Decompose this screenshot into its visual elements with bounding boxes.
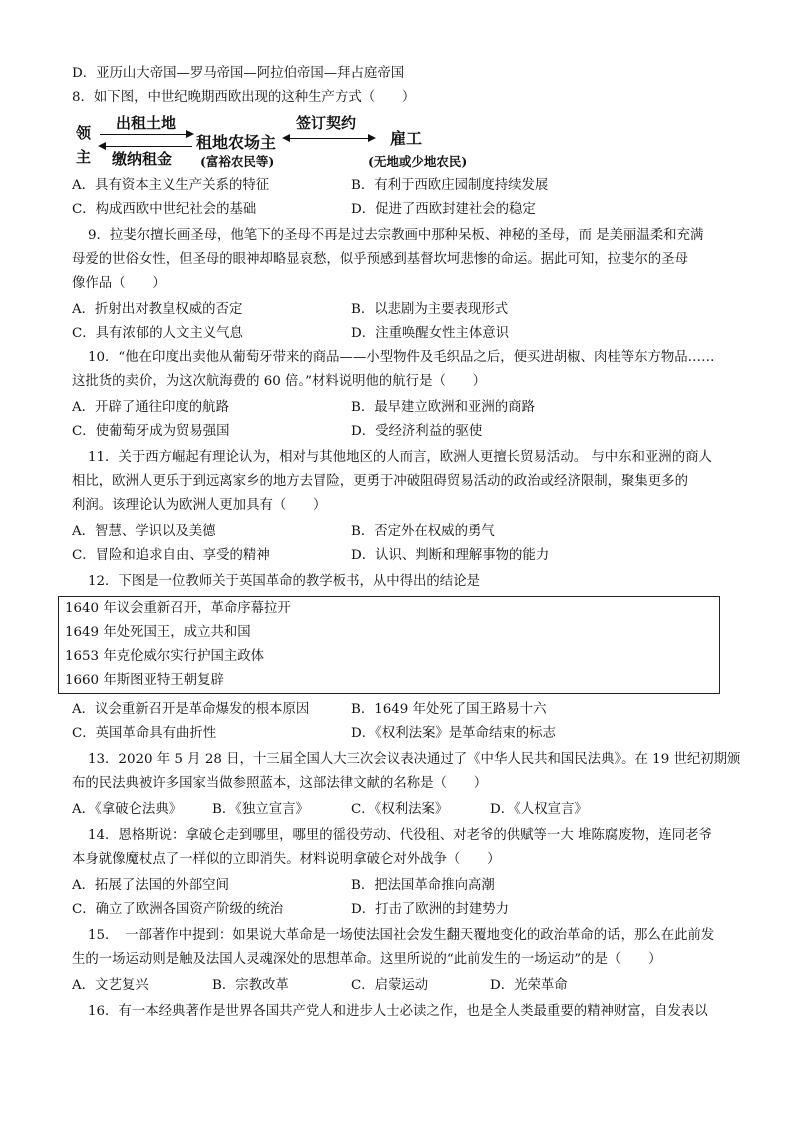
q13-option-a: A．《拿破仑法典》 xyxy=(72,802,183,817)
q14-stem-line2: 本身就像魔杖点了一样似的立即消失。材料说明拿破仑对外战争（ ） xyxy=(72,852,501,867)
q9-stem-line1: 9．拉斐尔擅长画圣母，他笔下的圣母不再是过去宗教画中那种呆板、神秘的圣母，而 是美丽温柔和充满 xyxy=(88,228,704,243)
arrow-left-icon xyxy=(100,146,192,147)
q15-option-d: D．光荣革命 xyxy=(490,978,568,993)
arrow-right-icon xyxy=(100,134,192,135)
q9-option-a: A．折射出对教皇权威的否定 xyxy=(72,302,243,317)
q8-option-a: A．具有资本主义生产关系的特征 xyxy=(72,178,270,193)
board-row: 1653 年克伦威尔实行护国主政体 xyxy=(65,649,265,664)
q14-option-c: C．确立了欧洲各国资产阶级的统治 xyxy=(72,902,284,917)
q9-stem-line3: 像作品（ ） xyxy=(72,276,166,291)
diagram-tenant: 租地农场主 xyxy=(196,133,277,152)
q15-option-c: C．启蒙运动 xyxy=(351,978,429,993)
q11-option-d: D．认识、判断和理解事物的能力 xyxy=(351,548,550,563)
q16-stem-line1: 16．有一本经典著作是世界各国共产党人和进步人士必读之作，也是全人类最重要的精神财富，自发表以 xyxy=(88,1004,708,1019)
q8-stem: 8．如下图，中世纪晚期西欧出现的这种生产方式（ ） xyxy=(72,90,416,105)
diagram-tenant-note: (富裕农民等) xyxy=(200,154,275,169)
q8-option-b: B．有利于西欧庄园制度持续发展 xyxy=(351,178,549,193)
q12-stem: 12．下图是一位教师关于英国革命的教学板书，从中得出的结论是 xyxy=(88,574,480,589)
q9-option-d: D．注重唤醒女性主体意识 xyxy=(351,326,510,341)
q11-stem-line2: 相比，欧洲人更乐于到远离家乡的地方去冒险，更勇于冲破阻碍贸易活动的政治或经济限制，聚集更多的 xyxy=(72,474,688,489)
q12-option-a: A．议会重新召开是革命爆发的根本原因 xyxy=(72,702,310,717)
q13-option-d: D．《人权宣言》 xyxy=(490,802,588,817)
q14-option-d: D．打击了欧洲的封建势力 xyxy=(351,902,510,917)
q13-option-b: B．《独立宣言》 xyxy=(212,802,309,817)
q11-stem-line1: 11．关于西方崛起有理论认为，相对与其他地区的人而言，欧洲人更擅长贸易活动。 与中东和亚洲的商人 xyxy=(88,450,712,465)
q11-option-a: A．智慧、学识以及美德 xyxy=(72,524,216,539)
diagram-worker: 雇工 xyxy=(390,129,423,148)
q13-option-c: C．《权利法案》 xyxy=(351,802,449,817)
diagram-arrow-bottom-label: 缴纳租金 xyxy=(112,150,173,168)
q10-option-a: A．开辟了通往印度的航路 xyxy=(72,400,229,415)
q15-stem-line1: 15． 一部著作中提到：如果说大革命是一场使法国社会发生翻天覆地变化的政治革命的话，那么在此前发 xyxy=(88,928,715,943)
q9-option-c: C．具有浓郁的人文主义气息 xyxy=(72,326,243,341)
q12-option-d: D．《权利法案》是革命结束的标志 xyxy=(351,726,556,741)
q14-stem-line1: 14．恩格斯说：拿破仑走到哪里，哪里的徭役劳动、代役租、对老爷的供赋等一大 堆陈腐废物，连同老爷 xyxy=(88,828,712,843)
q12-option-b: B．1649 年处死了国王路易十六 xyxy=(351,702,547,717)
q7-option-d: D．亚历山大帝国—罗马帝国—阿拉伯帝国—拜占庭帝国 xyxy=(72,66,405,81)
diagram-arrow-top-label: 出租土地 xyxy=(116,114,177,132)
diagram-lord-top: 领 xyxy=(76,124,92,142)
q15-stem-line2: 生的一场运动则是触及法国人灵魂深处的思想革命。这里所说的“此前发生的一场运动”的是（ ） xyxy=(72,952,662,967)
q10-stem-line2: 这批货的卖价，为这次航海费的 60 倍。”材料说明他的航行是（ ） xyxy=(72,374,487,389)
diagram-contract-label: 签订契约 xyxy=(296,114,357,132)
q15-option-b: B．宗教改革 xyxy=(212,978,289,993)
q9-stem-line2: 母爱的世俗女性，但圣母的眼神却略显哀愁，似乎预感到基督坎坷悲惨的命运。据此可知，拉斐尔的圣母 xyxy=(72,252,688,267)
q10-option-b: B．最早建立欧洲和亚洲的商路 xyxy=(351,400,535,415)
q11-stem-line3: 利润。该理论认为欧洲人更加具有（ ） xyxy=(72,498,327,513)
board-row: 1649 年处死国王，成立共和国 xyxy=(65,625,251,640)
board-row: 1660 年斯图亚特王朝复辟 xyxy=(65,673,224,688)
diagram-worker-note: (无地或少地农民) xyxy=(368,154,468,169)
q8-option-c: C．构成西欧中世纪社会的基础 xyxy=(72,202,257,217)
q15-option-a: A．文艺复兴 xyxy=(72,978,149,993)
diagram-lord-bottom: 主 xyxy=(76,148,92,166)
q8-production-diagram xyxy=(72,112,492,174)
q14-option-b: B．把法国革命推向高潮 xyxy=(351,878,495,893)
q10-stem-line1: 10．“他在印度出卖他从葡萄牙带来的商品——小型物件及毛织品之后，便买进胡椒、肉桂等东方物品…… xyxy=(88,350,715,365)
q13-stem-line2: 布的民法典被许多国家当做参照蓝本，这部法律文献的名称是（ ） xyxy=(72,776,488,791)
q10-option-c: C．使葡萄牙成为贸易强国 xyxy=(72,424,230,439)
q14-option-a: A．拓展了法国的外部空间 xyxy=(72,878,229,893)
q12-option-c: C．英国革命具有曲折性 xyxy=(72,726,217,741)
q8-option-d: D．促进了西欧封建社会的稳定 xyxy=(351,202,536,217)
q10-option-d: D．受经济利益的驱使 xyxy=(351,424,483,439)
q9-option-b: B．以悲剧为主要表现形式 xyxy=(351,302,509,317)
q13-stem-line1: 13．2020 年 5 月 28 日，十三届全国人大三次会议表决通过了《中华人民共和国民法典》。在 19 世纪初期颁 xyxy=(88,752,741,767)
q12-board-box xyxy=(58,596,720,694)
q11-option-c: C．冒险和追求自由、享受的精神 xyxy=(72,548,270,563)
q11-option-b: B．否定外在权威的勇气 xyxy=(351,524,495,539)
double-arrow-icon xyxy=(284,138,374,139)
board-row: 1640 年议会重新召开，革命序幕拉开 xyxy=(65,601,291,616)
